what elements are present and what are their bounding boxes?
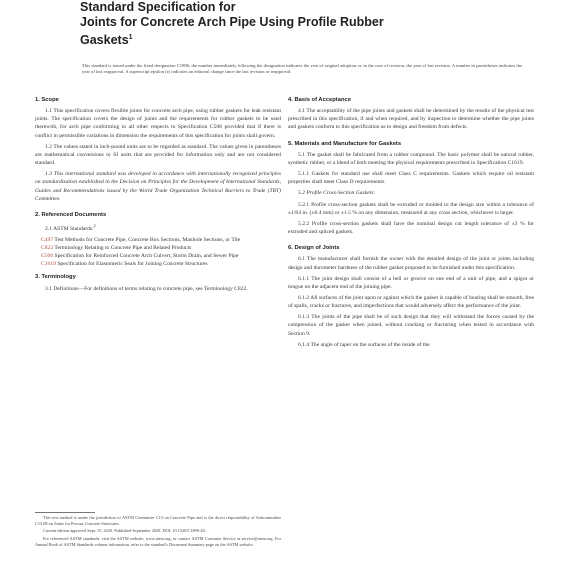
reference-item[interactable] bbox=[41, 252, 281, 260]
title-line-1: Standard Specification for bbox=[80, 0, 236, 14]
reference-item[interactable] bbox=[41, 244, 281, 252]
paragraph-6-1-4: 6.1.4 The angle of taper on the surfaces of the inside of the bbox=[298, 341, 430, 348]
reference-item[interactable] bbox=[41, 236, 281, 244]
paragraph-6-1-3: 6.1.3 The joints of the pipe shall be of such design that they will withstand the forces caused by the compression of the gasket when joined, without cracking or fracturing when tested in accordance with Section 9. bbox=[288, 314, 534, 337]
paragraph-5-1-1: 5.1.1 Gaskets for standard use shall meet Class C requirements. Gaskets which require oil resistant properties shall meet Class D requirements. bbox=[288, 171, 534, 186]
paragraph-5-2-2: 5.2.2 Profile cross-section gaskets shall have the nominal design cut length tolerance of ±3 % for extruded and spliced gaskets. bbox=[288, 220, 534, 236]
section-scope-heading: 1. Scope bbox=[35, 97, 59, 103]
paragraph-4-1: 4.1 The acceptability of the pipe joints and gaskets shall be determined by the results of the physical test prescribed in this specification, if and when required, and by inspection to determine whether the pipe joints and gaskets conform to this specification as to design and freedom from defects. bbox=[288, 108, 534, 131]
paragraph-6-1: 6.1 The manufacturer shall furnish the owner with the detailed design of the joint or joints including design and durometer hardness of the rubber gasket proposed to be furnished under this specification. bbox=[288, 256, 534, 271]
paragraph-5-2-1: 5.2.1 Profile cross-section gaskets shall be extruded or molded to the design size within a tolerance of ±1/64 in. (±0.4 mm) or ±1.5 % on any dimension, measured at any cross section, whichever is larger. bbox=[288, 201, 534, 216]
footnote-1: This test method is under the jurisdiction of ASTM Committee C13 on Concrete Pipe and is the direct responsibility of Subcommittee C13.08 on Joints for Precast Concrete Structures. bbox=[35, 515, 281, 526]
section-referenced-heading: 2. Referenced Documents bbox=[35, 211, 107, 218]
paragraph-6-1-1: 6.1.1 The joint design shall consist of a bell or groove on one end of a unit of pipe, and a spigot or tongue on the adjacent end of the joining pipe. bbox=[288, 275, 534, 290]
paragraph-3-1: 3.1 Definitions—For definitions of terms relating to concrete pipe, see Terminology C822. bbox=[45, 285, 248, 292]
paragraph-5-2: 5.2 Profile Cross-Section Gaskets: bbox=[298, 190, 376, 197]
preface-note: This standard is issued under the fixed designation C1896; the number immediately following the designation indicates the year of original adoption or, in the case of revision, the year of last revision. A number in parentheses indicates the year of last reapproval. A superscript epsilon (ε) indicates an editorial change since the last revision or reapproval. bbox=[82, 63, 522, 75]
paragraph-6-1-2: 6.1.2 All surfaces of the joint upon or against which the gasket is capable of bearing shall be smooth, free of spalls, cracks or fractures, and imperfections that would adversely affect the performance of the joint. bbox=[288, 294, 534, 310]
reference-code[interactable]: C822 bbox=[41, 245, 54, 252]
title-footnote-mark: 1 bbox=[128, 34, 133, 41]
reference-code[interactable]: C506 bbox=[41, 253, 54, 260]
footnote-2: For referenced ASTM standards, visit the ASTM website, www.astm.org, or contact ASTM Customer Service at service@astm.org. For Annual Book of ASTM Standards volume information, refer to the standard's Document Summary page on the ASTM website. bbox=[35, 535, 281, 547]
title-line-2: Joints for Concrete Arch Pipe Using Profile Rubber bbox=[80, 15, 384, 29]
reference-code[interactable]: C1619 bbox=[41, 261, 56, 268]
reference-title: Specification for Elastomeric Seals for Joining Concrete Structures bbox=[55, 261, 208, 268]
footnote-1-edition: Current edition approved Sept. 15, 2020. Published September 2020. DOI: 10.1520/C1896-20. bbox=[43, 528, 206, 534]
reference-title: Specification for Reinforced Concrete Arch Culvert, Storm Drain, and Sewer Pipe bbox=[53, 253, 239, 260]
section-design-heading: 6. Design of Joints bbox=[288, 245, 340, 252]
paragraph-5-1: 5.1 The gasket shall be fabricated from a rubber compound. The basic polymer shall be natural rubber, synthetic rubber, or a blend of both meeting the physical requirements prescribed in Specification C1619. bbox=[288, 151, 534, 166]
section-terminology-heading: 3. Terminology bbox=[35, 274, 76, 281]
footnotes bbox=[35, 515, 281, 549]
footnote-divider bbox=[35, 512, 95, 513]
reference-title: Test Methods for Concrete Pipe, Concrete Box Sections, Manhole Sections, or Tile bbox=[53, 237, 241, 244]
reference-code[interactable]: C497 bbox=[41, 237, 54, 244]
section-materials-heading: 5. Materials and Manufacture for Gaskets bbox=[288, 140, 402, 147]
left-column bbox=[35, 96, 281, 296]
paragraph-1-3: 1.3 This international standard was developed in accordance with internationally recognized principles on standardization established in the Decision on Principles for the Development of International Standards, Guides and Recommendations issued by the World Trade Organization Technical Barriers to Trade (TBT) Committee. bbox=[35, 171, 281, 202]
title-line-3: Gaskets bbox=[80, 33, 129, 48]
section-basis-heading: 4. Basis of Acceptance bbox=[288, 97, 351, 103]
reference-item[interactable] bbox=[41, 260, 281, 268]
paragraph-1-2: 1.2 The values stated in inch-pound units are to be regarded as standard. The values given in parentheses are mathematical conversions to SI units that are provided for information only and are not considered standard. bbox=[35, 143, 281, 167]
paragraph-1-1: 1.1 This specification covers flexible joints for concrete arch pipe, using rubber gaskets for leak resistant joints. The specification covers the design of joints and the requirements for rubber gaskets to be used therewith, for arch pipe conforming to all other respects to Specification C506 provided that if there is conflict in permissible variations in dimension the requirements of this specification for joints shall govern. bbox=[35, 108, 281, 139]
document-title bbox=[80, 0, 540, 48]
paragraph-2-1: 2.1 ASTM Standards: bbox=[45, 225, 94, 232]
reference-title: Terminology Relating to Concrete Pipe and Related Products bbox=[53, 245, 192, 252]
paragraph-2-1-mark: 2 bbox=[93, 223, 96, 229]
right-column bbox=[288, 96, 534, 352]
